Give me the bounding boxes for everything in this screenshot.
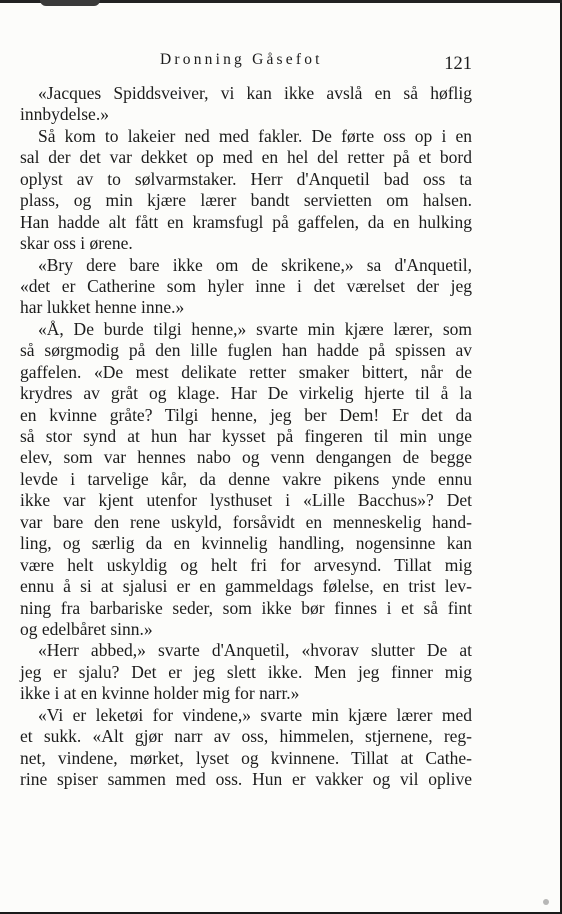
text-line: ikke i at en kvinne holder mig for narr.» [20, 683, 300, 704]
text-line: har lukket henne inne.» [20, 297, 185, 318]
text-line: og edelbåret sinn.» [20, 618, 153, 639]
text-line: et sukk. «Alt gjør narr av oss, himmelen, stjernene, reg- [20, 726, 472, 747]
scan-mark [543, 899, 549, 905]
text-line: «Herr abbed,» svarte d'Anquetil, «hvorav slutter De at [38, 640, 472, 661]
text-line: ikke var kjent utenfor lysthuset i «Lille Bacchus»? Det [20, 490, 472, 511]
text-line: være helt uskyldig og helt fri for arvesynd. Tillat mig [20, 554, 472, 575]
body-text [20, 83, 472, 790]
page-header [20, 50, 472, 76]
text-line: oplyst av to sølvarmstaker. Herr d'Anquetil bad oss ta [20, 168, 472, 189]
text-line: «Jacques Spiddsveiver, vi kan ikke avslå en så høflig [38, 83, 472, 103]
text-line: levde i tarvelige kår, da denne vakre pikens ynde ennu [20, 468, 472, 489]
text-line: net, vindene, mørket, lyset og kvinnene. Tillat at Cathe- [20, 747, 472, 768]
text-line: jeg er sjalu? Det er jeg slett ikke. Men jeg finner mig [20, 661, 472, 682]
text-line: så stor synd at hun har kysset på fingeren til min unge [20, 426, 472, 446]
text-line: elev, som var hennes nabo og venn dengangen de begge [20, 447, 472, 468]
text-line: «det er Catherine som hyler inne i det værelset der jeg [20, 275, 472, 296]
running-title: Dronning Gåsefot [160, 51, 323, 68]
text-line: innbydelse.» [20, 104, 109, 125]
page-number: 121 [444, 54, 472, 74]
text-line: var bare den rene uskyld, forsåvidt en menneskelig hand- [20, 511, 472, 532]
text-line: gaffelen. «De mest delikate retter smaker bittert, når de [20, 361, 472, 382]
text-line: «Vi er leketøi for vindene,» svarte min kjære lærer med [38, 704, 472, 725]
text-line: Så kom to lakeier ned med fakler. De førte oss op i en [38, 125, 472, 146]
text-line: «Bry dere bare ikke om de skrikene,» sa d'Anquetil, [38, 254, 472, 275]
text-line: så sørgmodig på den lille fuglen han hadde på spissen av [20, 340, 472, 361]
text-line: «Å, De burde tilgi henne,» svarte min kjære lærer, som [38, 318, 472, 339]
text-line: skar oss i ørene. [20, 233, 133, 254]
text-line: sal der det var dekket op med en hel del retter på et bord [20, 147, 472, 168]
text-line: Han hadde alt fått en kramsfugl på gaffelen, da en hulking [20, 211, 472, 232]
text-line: rine spiser sammen med oss. Hun er vakker og vil oplive [20, 769, 472, 789]
scan-smudge [40, 0, 100, 6]
text-line: plass, og min kjære lærer bandt servietten om halsen. [20, 190, 472, 211]
text-line: ennu å si at sjalusi er en gammeldags følelse, en trist lev- [20, 576, 472, 597]
text-line: ling, og særlig da en kvinnelig handling, nogensinne kan [20, 533, 472, 554]
text-line: ning fra barbariske seder, som ikke bør finnes i et så fint [20, 597, 472, 618]
text-line: en kvinne gråte? Tilgi henne, jeg ber Dem! Er det da [20, 404, 472, 425]
text-line: krydres av gråt og klage. Har De virkelig hjerte til å la [20, 383, 472, 404]
